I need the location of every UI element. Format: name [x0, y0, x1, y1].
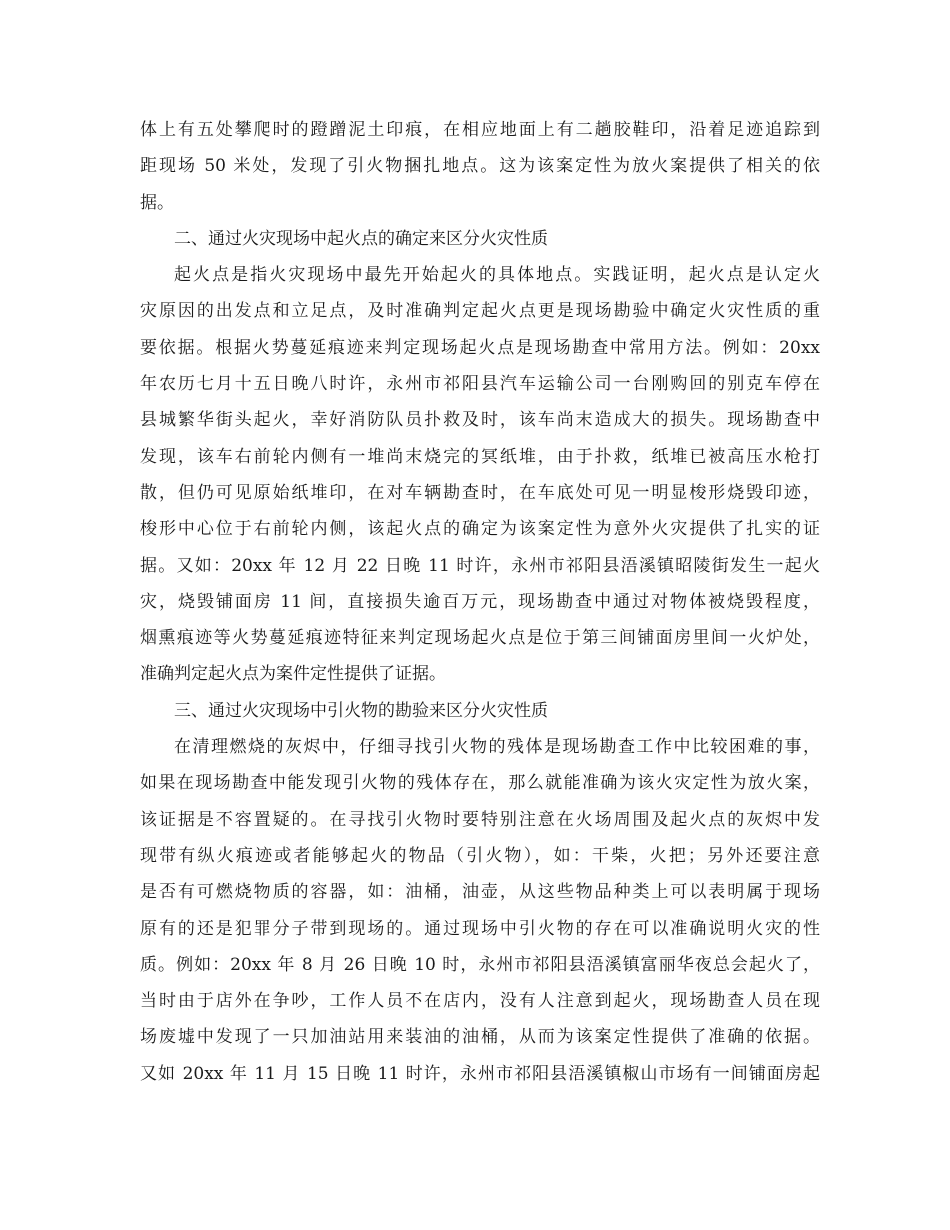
section-heading: 二、通过火灾现场中起火点的确定来区分火灾性质: [174, 228, 548, 249]
paragraph-line: 体上有五处攀爬时的蹬蹭泥土印痕，在相应地面上有二趟胶鞋印，沿着足迹追踪到: [140, 120, 820, 140]
paragraph-line: 是否有可燃烧物质的容器，如：油桶，油壶，从这些物品种类上可以表明属于现场: [140, 882, 820, 903]
paragraph-line: 年农历七月十五日晚八时许，永州市祁阳县汽车运输公司一台刚购回的别克车停在: [140, 374, 820, 395]
paragraph-line: 据。: [140, 192, 174, 213]
paragraph-line: 当时由于店外在争吵，工作人员不在店内，没有人注意到起火，现场勘查人员在现: [140, 991, 820, 1012]
paragraph-line: 发现，该车右前轮内侧有一堆尚末烧完的冥纸堆，由于扑救，纸堆已被高压水枪打: [140, 446, 820, 467]
document-body: [140, 112, 820, 1092]
paragraph-line: 准确判定起火点为案件定性提供了证据。: [140, 664, 446, 685]
paragraph-line: 散，但仍可见原始纸堆印，在对车辆勘查时，在车底处可见一明显梭形烧毁印迹，: [140, 482, 820, 503]
paragraph-line: 该证据是不容置疑的。在寻找引火物时要特别注意在火场周围及起火点的灰烬中发: [140, 809, 820, 830]
paragraph-line: 烟熏痕迹等火势蔓延痕迹特征来判定现场起火点是位于第三间铺面房里间一火炉处，: [140, 628, 820, 649]
paragraph-line: 场废墟中发现了一只加油站用来装油的油桶，从而为该案定性提供了准确的依据。: [140, 1027, 820, 1048]
section-heading: 三、通过火灾现场中引火物的勘验来区分火灾性质: [174, 700, 548, 721]
paragraph-line: 要依据。根据火势蔓延痕迹来判定现场起火点是现场勘查中常用方法。例如：20xx: [140, 337, 820, 358]
paragraph-line: 现带有纵火痕迹或者能够起火的物品（引火物），如：干柴，火把；另外还要注意: [140, 845, 820, 866]
paragraph-line: 梭形中心位于右前轮内侧，该起火点的确定为该案定性为意外火灾提供了扎实的证: [140, 519, 820, 540]
paragraph-line: 质。例如：20xx 年 8 月 26 日晚 10 时，永州市祁阳县浯溪镇富丽华夜总会起火了，: [140, 954, 820, 975]
paragraph-line: 灾，烧毁铺面房 11 间，直接损失逾百万元，现场勘查中通过对物体被烧毁程度，: [140, 591, 820, 612]
paragraph-line: 县城繁华街头起火，幸好消防队员扑救及时，该车尚末造成大的损失。现场勘查中: [140, 410, 820, 431]
paragraph-line: 灾原因的出发点和立足点，及时准确判定起火点更是现场勘验中确定火灾性质的重: [140, 301, 820, 322]
paragraph-line: 如果在现场勘查中能发现引火物的残体存在，那么就能准确为该火灾定性为放火案，: [140, 773, 820, 794]
paragraph-line: 起火点是指火灾现场中最先开始起火的具体地点。实践证明，起火点是认定火: [174, 265, 820, 286]
paragraph-line: 在清理燃烧的灰烬中，仔细寻找引火物的残体是现场勘查工作中比较困难的事，: [174, 737, 820, 758]
paragraph-line: 距现场 50 米处，发现了引火物捆扎地点。这为该案定性为放火案提供了相关的依: [140, 156, 820, 177]
paragraph-line: 又如 20xx 年 11 月 15 日晚 11 时许，永州市祁阳县浯溪镇椒山市场有一间铺面房起: [140, 1063, 820, 1084]
paragraph-line: 原有的还是犯罪分子带到现场的。通过现场中引火物的存在可以准确说明火灾的性: [140, 918, 820, 939]
paragraph-line: 据。又如：20xx 年 12 月 22 日晚 11 时许，永州市祁阳县浯溪镇昭陵街发生一起火: [140, 555, 820, 576]
